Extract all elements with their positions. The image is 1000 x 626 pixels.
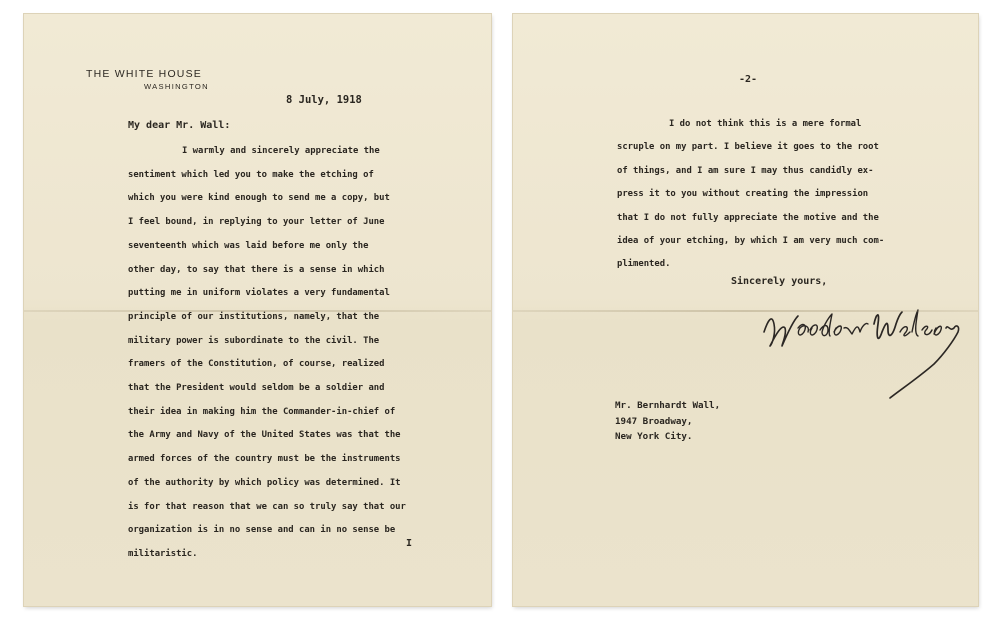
letter-page-1 (24, 14, 491, 606)
salutation: My dear Mr. Wall: (128, 120, 231, 131)
body-line: the Army and Navy of the United States was that the (128, 430, 401, 441)
letter-body-page-1 (128, 140, 406, 567)
letterhead-subtitle: WASHINGTON (144, 82, 209, 91)
body-line: I do not think this is a mere formal (669, 119, 862, 129)
letter-body-page-2 (617, 113, 884, 277)
body-line: press it to you without creating the impression (617, 189, 869, 200)
page-mark: I (406, 538, 413, 549)
signature (758, 294, 973, 404)
letterhead-title: THE WHITE HOUSE (86, 68, 203, 80)
body-line: organization is in no sense and can in no sense be (128, 525, 396, 536)
body-line: their idea in making him the Commander-in-chief of (128, 406, 396, 417)
body-line: military power is subordinate to the civil. The (128, 335, 380, 346)
body-line: framers of the Constitution, of course, realized (128, 359, 385, 370)
body-line: of the authority by which policy was determined. It (128, 477, 401, 488)
body-line: militaristic. (128, 548, 198, 559)
letter-page-2 (513, 14, 978, 606)
body-line: seventeenth which was laid before me only the (128, 240, 369, 251)
body-line: I feel bound, in replying to your letter of June (128, 217, 385, 228)
address-line: New York City. (615, 431, 693, 442)
body-line: that the President would seldom be a soldier and (128, 383, 385, 394)
body-line: I warmly and sincerely appreciate the (182, 146, 380, 156)
body-line: that I do not fully appreciate the motive and the (617, 212, 879, 223)
address-line: Mr. Bernhardt Wall, (615, 400, 721, 411)
body-line: idea of your etching, by which I am very much com- (617, 236, 885, 247)
page-number: -2- (739, 74, 758, 85)
body-line: which you were kind enough to send me a copy, but (128, 193, 390, 204)
closing: Sincerely yours, (731, 276, 828, 287)
body-line: of things, and I am sure I may thus candidly ex- (617, 165, 874, 176)
body-line: principle of our institutions, namely, that the (128, 311, 380, 322)
body-line: plimented. (617, 259, 671, 270)
body-line: is for that reason that we can so truly say that our (128, 501, 406, 512)
body-line: scruple on my part. I believe it goes to the root (617, 142, 879, 153)
body-line: sentiment which led you to make the etching of (128, 169, 374, 180)
letter-date: 8 July, 1918 (286, 94, 362, 106)
address-line: 1947 Broadway, (615, 415, 693, 427)
body-line: putting me in uniform violates a very fundamental (128, 288, 390, 299)
letterhead (86, 68, 209, 91)
body-line: other day, to say that there is a sense in which (128, 264, 385, 275)
recipient-address (615, 398, 720, 445)
body-line: armed forces of the country must be the instruments (128, 454, 401, 465)
